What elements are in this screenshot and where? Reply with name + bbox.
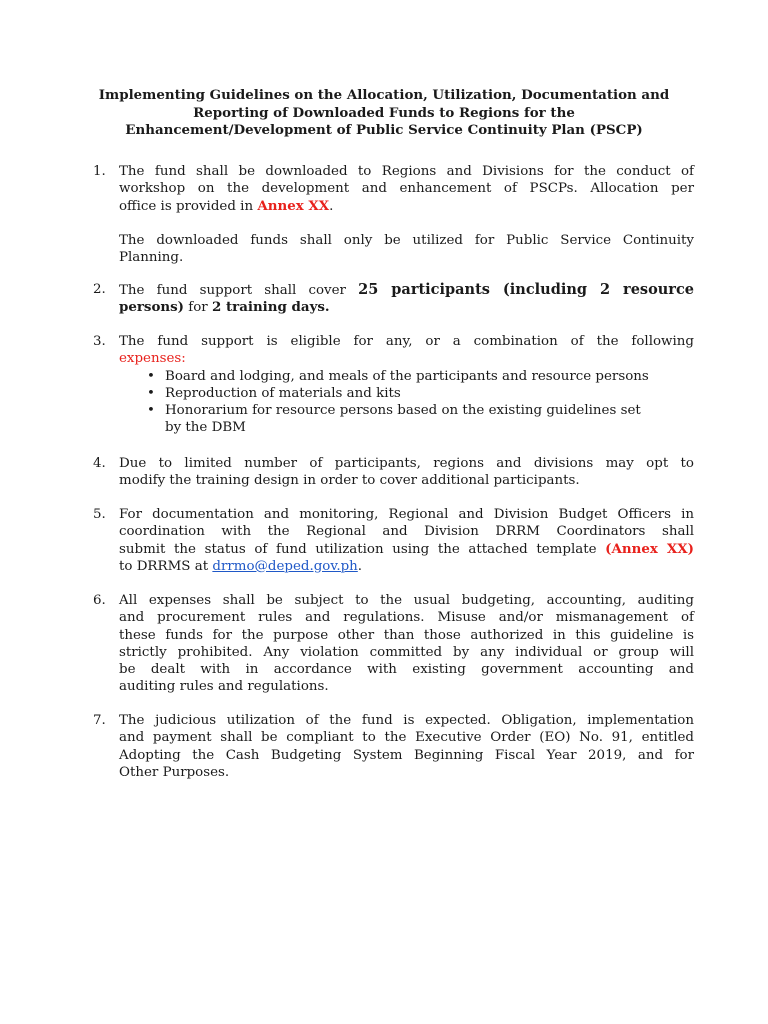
emphasis-text: 2 training days. [211, 299, 330, 316]
item-body [119, 163, 694, 266]
bullet-item [119, 385, 694, 402]
text-line [119, 541, 694, 558]
emphasis-text: persons) [119, 299, 185, 316]
text-line: be dealt with in accordance with existing government accounting and [119, 662, 694, 678]
text-line [119, 299, 694, 316]
item-paragraph [119, 163, 694, 215]
bullet-icon: • [147, 403, 155, 419]
item-number: 6. [93, 593, 106, 608]
text-line: auditing rules and regulations. [119, 679, 329, 695]
text-line: The judicious utilization of the fund is expected. Obligation, implementation [119, 713, 694, 728]
title-line-1: Implementing Guidelines on the Allocation, Utilization, Documentation and [98, 87, 670, 103]
text-segment: submit the status of fund utilization using the attached template [119, 541, 606, 557]
text-line: and payment shall be compliant to the Executive Order (EO) No. 91, entitled [119, 730, 694, 746]
bullet-icon: • [147, 385, 155, 401]
text-line [119, 281, 694, 299]
text-line: these funds for the purpose other than those authorized in this guideline is [119, 627, 694, 643]
text-line: The fund support is eligible for any, or a combination of the following [119, 334, 694, 349]
text-segment: . [357, 558, 363, 574]
item-body [119, 455, 694, 490]
item-body [119, 333, 694, 437]
bullet-item [119, 368, 694, 385]
item-body [119, 592, 694, 696]
text-line: The fund shall be downloaded to Regions and Divisions for the conduct of [119, 164, 694, 179]
annex-reference: (Annex XX) [605, 540, 694, 557]
text-segment: office is provided in [119, 198, 258, 214]
item-body [119, 712, 694, 781]
bullet-text: Reproduction of materials and kits [165, 385, 401, 401]
text-line [119, 558, 694, 575]
bullet-text: by the DBM [165, 420, 246, 436]
text-line: All expenses shall be subject to the usual budgeting, accounting, auditing [119, 593, 694, 608]
text-segment: . [329, 198, 334, 214]
bullet-text: Honorarium for resource persons based on the existing guidelines set [165, 403, 641, 419]
text-segment: The fund support shall cover [119, 283, 359, 298]
bullet-icon: • [147, 368, 155, 384]
expenses-label: expenses: [119, 351, 186, 367]
expense-bullet-list [119, 368, 694, 437]
text-line: Planning. [119, 250, 184, 266]
annex-reference: Annex XX [257, 197, 330, 214]
text-line: Due to limited number of participants, regions and divisions may opt to [119, 456, 694, 471]
bullet-item [119, 402, 694, 419]
text-line [119, 198, 694, 215]
text-segment: to DRRMS at [119, 558, 213, 574]
email-link[interactable]: drrmo@deped.gov.ph [212, 558, 358, 574]
emphasis-text: 25 participants (including 2 resource [358, 281, 694, 298]
item-number: 3. [93, 334, 106, 349]
title-line-3: Enhancement/Development of Public Service Continuity Plan (PSCP) [125, 122, 643, 138]
text-line: Adopting the Cash Budgeting System Beginning Fiscal Year 2019, and for [119, 747, 694, 763]
item-paragraph [119, 232, 694, 267]
text-line: The downloaded funds shall only be utilized for Public Service Continuity [119, 232, 694, 248]
document-title [60, 87, 708, 140]
bullet-continuation [119, 419, 694, 436]
item-number: 5. [93, 507, 106, 522]
item-number: 4. [93, 456, 106, 471]
item-number: 7. [93, 713, 106, 728]
item-number: 1. [93, 164, 106, 179]
title-line-2: Reporting of Downloaded Funds to Regions for the [193, 104, 575, 121]
text-line: Other Purposes. [119, 764, 230, 780]
text-line: coordination with the Regional and Division DRRM Coordinators shall [119, 524, 694, 540]
item-body [119, 506, 694, 575]
text-line: strictly prohibited. Any violation committed by any individual or group will [119, 644, 694, 660]
text-line: and procurement rules and regulations. Misuse and/or mismanagement of [119, 610, 694, 626]
bullet-text: Board and lodging, and meals of the participants and resource persons [165, 368, 649, 384]
text-line: For documentation and monitoring, Regional and Division Budget Officers in [119, 507, 694, 522]
text-line: workshop on the development and enhancement of PSCPs. Allocation per [119, 181, 694, 197]
item-body [119, 281, 694, 317]
item-number: 2. [93, 282, 106, 297]
text-segment: for [184, 300, 212, 316]
text-line: modify the training design in order to cover additional participants. [119, 473, 580, 489]
